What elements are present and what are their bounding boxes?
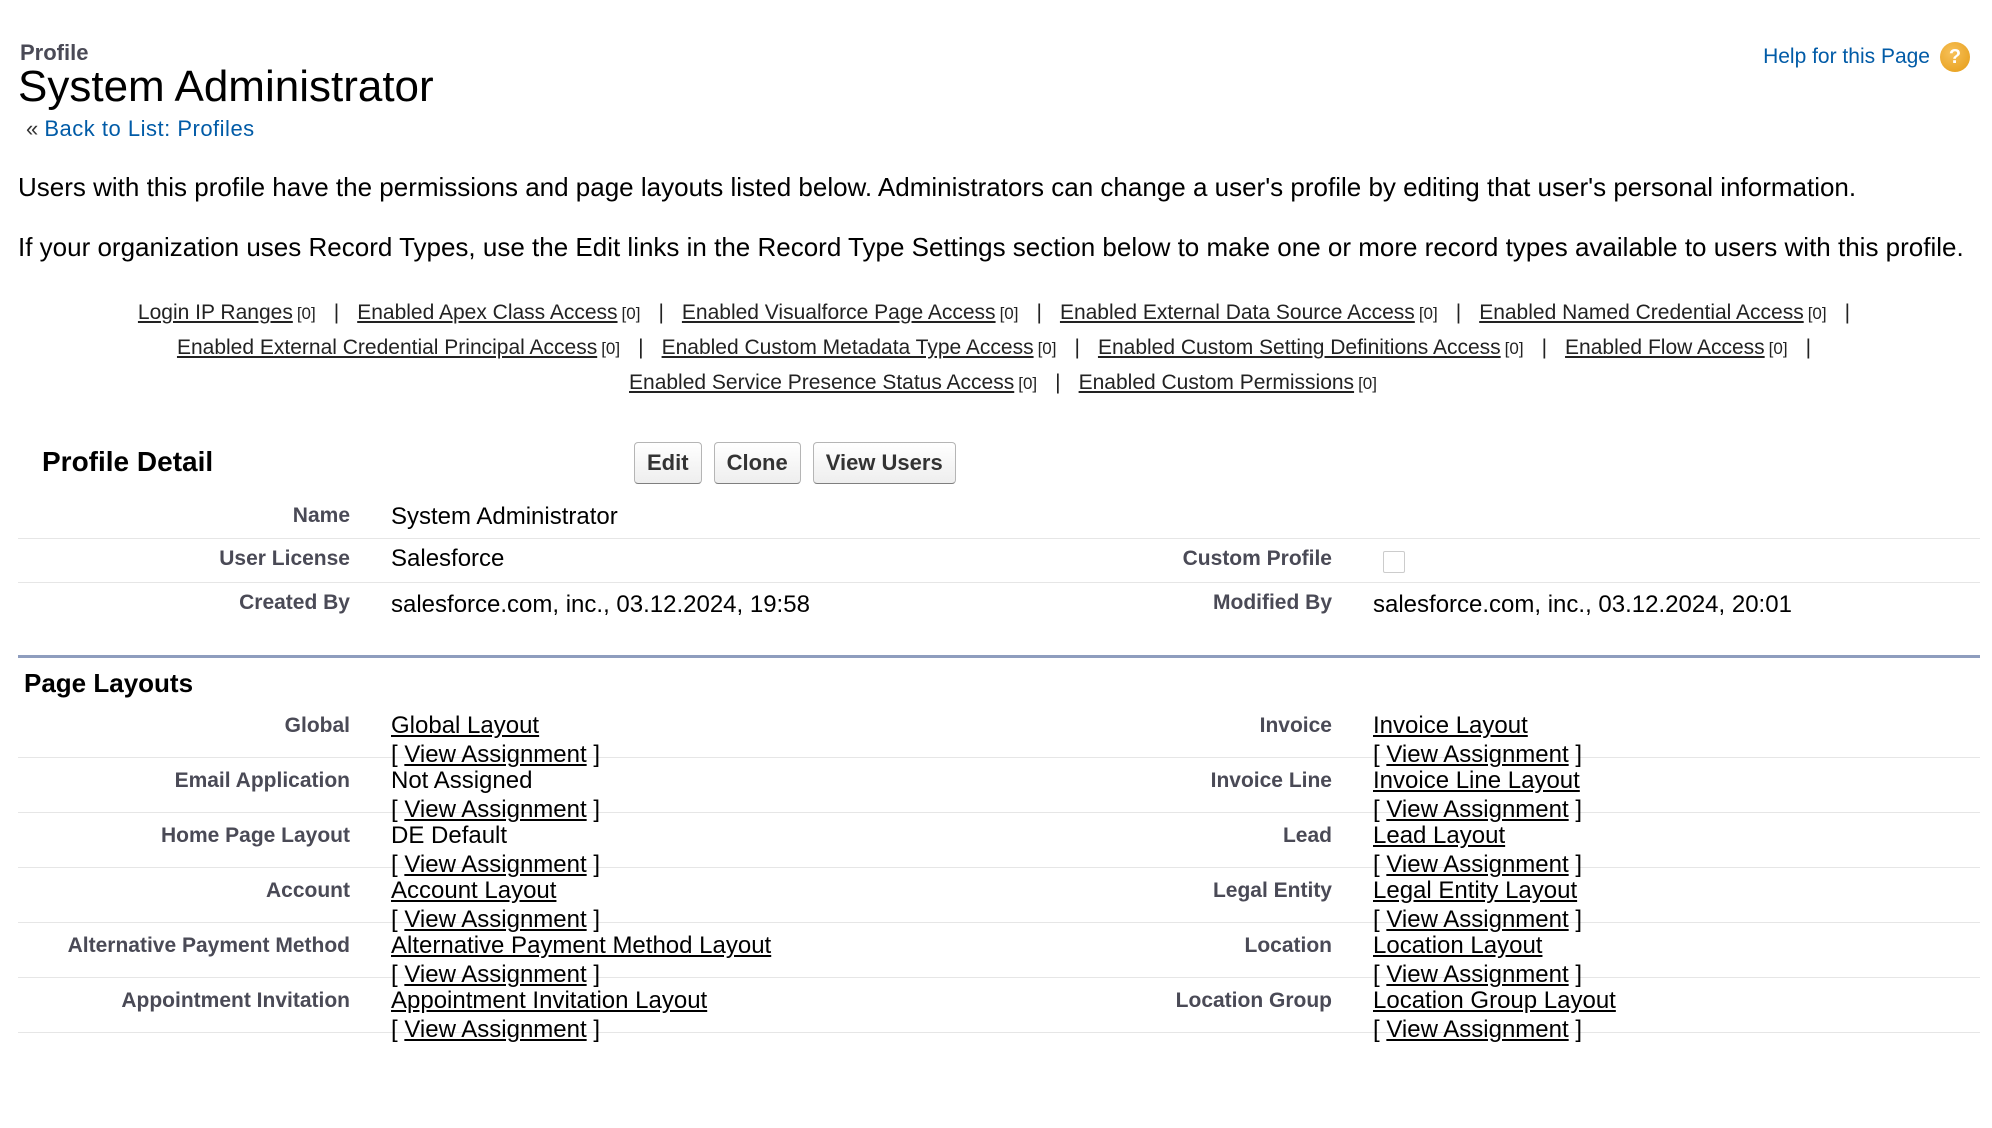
section-divider — [18, 655, 1980, 658]
link-separator: | — [1844, 301, 1851, 324]
bracket-close: ] — [1568, 741, 1583, 768]
view-assignment-link[interactable]: View Assignment — [1386, 851, 1569, 878]
bracket-open: [ — [391, 741, 405, 768]
profile-detail-buttons — [634, 442, 956, 484]
related-links-line — [18, 331, 1988, 366]
layout-value-appointment-invitation — [391, 986, 707, 1044]
view-assignment-link[interactable]: View Assignment — [1386, 906, 1569, 933]
bracket-open: [ — [391, 851, 405, 878]
view-assignment-link[interactable]: View Assignment — [404, 741, 587, 768]
bracket-open: [ — [1373, 851, 1387, 878]
intro-text-1: Users with this profile have the permissions and page layouts listed below. Administrators can change a user's profile by editing that user's personal information. — [18, 172, 1857, 202]
link-separator: | — [1036, 301, 1042, 324]
user-license-label: User License — [219, 547, 350, 570]
edit-button[interactable]: Edit — [634, 442, 702, 484]
layout-label-location-group: Location Group — [1175, 989, 1332, 1012]
bracket-open: [ — [391, 906, 405, 933]
layout-label-home-page-layout: Home Page Layout — [160, 824, 350, 847]
layout-link-invoice-layout[interactable]: Invoice Layout — [1373, 712, 1528, 739]
view-assignment-link[interactable]: View Assignment — [1386, 961, 1569, 988]
bracket-close: ] — [1568, 906, 1583, 933]
related-link-enabled-external-credential-principal-access[interactable]: Enabled External Credential Principal Access — [176, 336, 598, 359]
related-link-enabled-visualforce-page-access[interactable]: Enabled Visualforce Page Access — [681, 301, 996, 324]
layout-row — [18, 702, 1980, 768]
name-value: System Administrator — [391, 503, 618, 530]
detail-row-audit — [18, 582, 1980, 626]
layout-label-alternative-payment-method: Alternative Payment Method — [67, 934, 350, 957]
view-assignment-link[interactable]: View Assignment — [404, 961, 587, 988]
layout-link-account-layout[interactable]: Account Layout — [391, 877, 557, 904]
link-separator: | — [638, 336, 644, 359]
layout-link-appointment-invitation-layout[interactable]: Appointment Invitation Layout — [391, 987, 708, 1014]
related-link-count: [0] — [1418, 304, 1438, 323]
modified-by-label: Modified By — [1213, 591, 1332, 614]
bracket-close: ] — [586, 961, 601, 988]
related-link-login-ip-ranges[interactable]: Login IP Ranges — [137, 301, 293, 324]
related-link-count: [0] — [621, 304, 641, 323]
related-links-line — [18, 366, 1988, 401]
bracket-close: ] — [1568, 961, 1583, 988]
related-link-count: [0] — [1504, 339, 1524, 358]
related-link-enabled-custom-setting-definitions-access[interactable]: Enabled Custom Setting Definitions Access — [1097, 336, 1501, 359]
related-link-count: [0] — [1037, 339, 1057, 358]
link-separator: | — [1074, 336, 1080, 359]
layout-row — [18, 812, 1980, 878]
view-assignment-link[interactable]: View Assignment — [404, 851, 587, 878]
bracket-close: ] — [586, 1016, 601, 1043]
bracket-open: [ — [391, 1016, 405, 1043]
related-link-enabled-apex-class-access[interactable]: Enabled Apex Class Access — [357, 301, 618, 324]
modified-by-value: salesforce.com, inc., 03.12.2024, 20:01 — [1373, 591, 1792, 618]
link-separator: | — [1455, 301, 1462, 324]
layout-row — [18, 922, 1980, 988]
bracket-close: ] — [1568, 851, 1583, 878]
bracket-open: [ — [1373, 906, 1387, 933]
bracket-open: [ — [1373, 1016, 1387, 1043]
layout-link-global-layout[interactable]: Global Layout — [391, 712, 540, 739]
layout-label-lead: Lead — [1282, 824, 1332, 847]
layout-link-location-layout[interactable]: Location Layout — [1373, 932, 1543, 959]
layout-label-email-application: Email Application — [174, 769, 350, 792]
custom-profile-label: Custom Profile — [1182, 547, 1332, 570]
page-title: System Administrator — [18, 62, 434, 111]
related-link-enabled-service-presence-status-access[interactable]: Enabled Service Presence Status Access — [629, 371, 1015, 394]
bracket-close: ] — [586, 906, 601, 933]
layout-link-alternative-payment-method-layout[interactable]: Alternative Payment Method Layout — [391, 932, 772, 959]
bracket-close: ] — [1568, 1016, 1583, 1043]
bracket-close: ] — [586, 741, 601, 768]
name-label: Name — [292, 504, 350, 527]
related-link-count: [0] — [1018, 374, 1038, 393]
related-link-count: [0] — [1768, 339, 1788, 358]
layout-value-location-group — [1373, 986, 1616, 1044]
layout-label-appointment-invitation: Appointment Invitation — [121, 989, 350, 1012]
back-to-list-link[interactable]: Back to List: Profiles — [44, 116, 255, 141]
custom-profile-checkbox — [1383, 551, 1405, 573]
layout-link-lead-layout[interactable]: Lead Layout — [1373, 822, 1506, 849]
layout-label-legal-entity: Legal Entity — [1212, 879, 1332, 902]
related-link-count: [0] — [999, 304, 1019, 323]
related-link-enabled-custom-metadata-type-access[interactable]: Enabled Custom Metadata Type Access — [661, 336, 1034, 359]
view-assignment-link[interactable]: View Assignment — [404, 1016, 587, 1043]
layout-link-location-group-layout[interactable]: Location Group Layout — [1373, 987, 1616, 1014]
bracket-open: [ — [1373, 741, 1387, 768]
page-layouts-title: Page Layouts — [24, 668, 194, 698]
intro-text-2: If your organization uses Record Types, use the Edit links in the Record Type Settings section below to make one or more record types available to users with this profile. — [18, 232, 1964, 262]
bracket-open: [ — [1373, 961, 1387, 988]
layout-label-invoice: Invoice — [1259, 714, 1332, 737]
related-link-count: [0] — [1807, 304, 1827, 323]
view-assignment-link[interactable]: View Assignment — [1386, 796, 1569, 823]
related-list-links — [18, 296, 1988, 401]
user-license-value: Salesforce — [391, 545, 505, 572]
related-link-enabled-named-credential-access[interactable]: Enabled Named Credential Access — [1479, 301, 1804, 324]
created-by-label: Created By — [239, 591, 350, 614]
object-type-label: Profile — [20, 40, 89, 65]
link-separator: | — [658, 301, 664, 324]
view-assignment-link[interactable]: View Assignment — [1386, 1016, 1569, 1043]
related-link-enabled-external-data-source-access[interactable]: Enabled External Data Source Access — [1059, 301, 1415, 324]
link-separator: | — [1541, 336, 1548, 359]
layout-label-location: Location — [1244, 934, 1332, 957]
layout-label-global: Global — [284, 714, 350, 737]
layout-row — [18, 867, 1980, 933]
related-link-enabled-flow-access[interactable]: Enabled Flow Access — [1565, 336, 1765, 359]
layout-name: DE Default — [391, 822, 508, 849]
link-separator: | — [1805, 336, 1812, 359]
related-link-count: [0] — [296, 304, 316, 323]
view-users-button[interactable]: View Users — [813, 442, 956, 484]
clone-button[interactable]: Clone — [714, 442, 801, 484]
link-separator: | — [1055, 371, 1061, 394]
view-assignment-link[interactable]: View Assignment — [404, 906, 587, 933]
help-icon[interactable]: ? — [1940, 42, 1970, 72]
back-arrow-icon: « — [26, 116, 39, 141]
layout-row — [18, 757, 1980, 823]
view-assignment-link[interactable]: View Assignment — [1386, 741, 1569, 768]
bracket-close: ] — [586, 851, 601, 878]
bracket-open: [ — [391, 961, 405, 988]
bracket-close: ] — [1568, 796, 1583, 823]
layout-row — [18, 977, 1980, 1043]
layout-link-legal-entity-layout[interactable]: Legal Entity Layout — [1373, 877, 1578, 904]
created-by-value: salesforce.com, inc., 03.12.2024, 19:58 — [391, 591, 810, 618]
link-separator: | — [333, 301, 340, 324]
bracket-open: [ — [1373, 796, 1387, 823]
profile-detail-title: Profile Detail — [42, 446, 214, 477]
detail-row-license — [18, 538, 1980, 583]
related-link-enabled-custom-permissions[interactable]: Enabled Custom Permissions — [1078, 371, 1355, 394]
layout-name: Not Assigned — [391, 767, 533, 794]
layout-label-account: Account — [266, 879, 350, 902]
help-for-page-link[interactable]: Help for this Page — [1763, 45, 1930, 68]
help-area — [1763, 42, 1970, 72]
bracket-close: ] — [586, 796, 601, 823]
view-assignment-link[interactable]: View Assignment — [404, 796, 587, 823]
breadcrumb — [26, 116, 255, 142]
related-link-count: [0] — [601, 339, 621, 358]
layout-label-invoice-line: Invoice Line — [1210, 769, 1332, 792]
detail-row-name — [18, 492, 1980, 539]
bracket-open: [ — [391, 796, 405, 823]
layout-link-invoice-line-layout[interactable]: Invoice Line Layout — [1373, 767, 1580, 794]
related-links-line — [18, 296, 1988, 331]
related-link-count: [0] — [1358, 374, 1377, 393]
